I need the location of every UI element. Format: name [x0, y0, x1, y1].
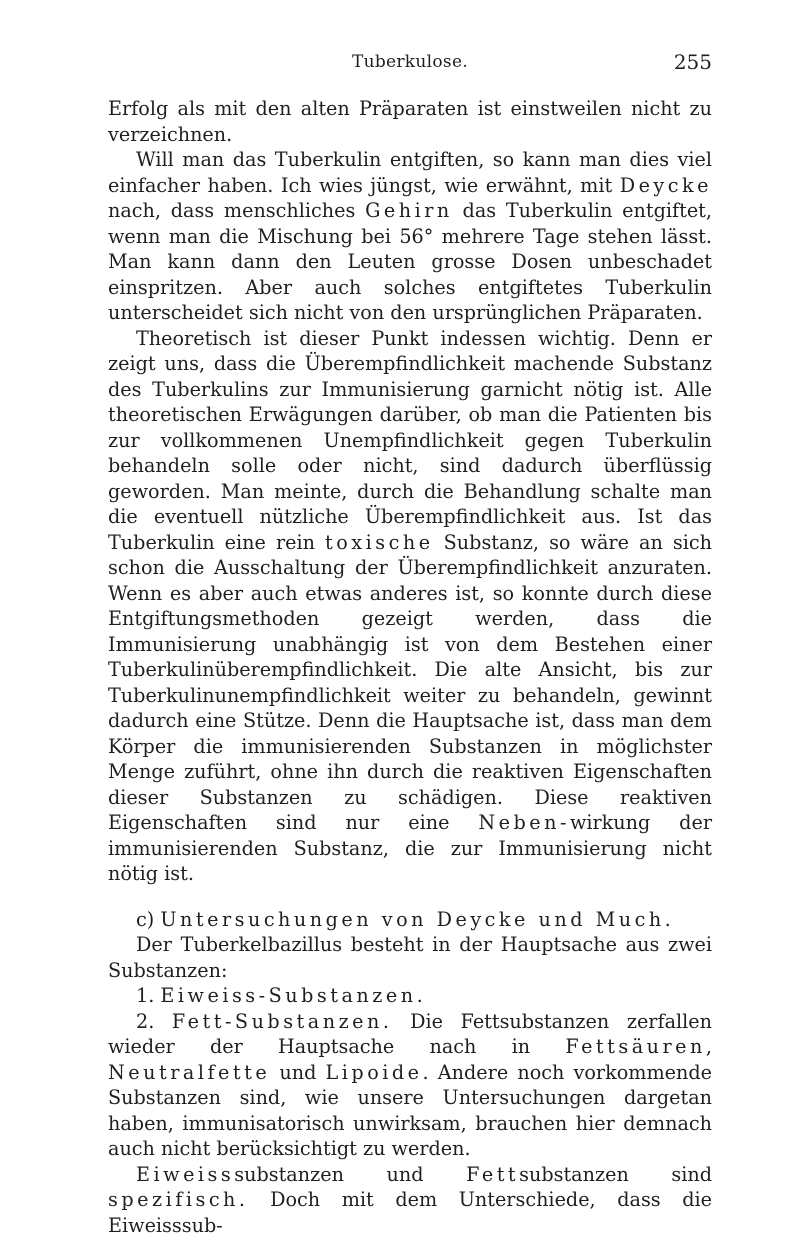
- heading-untersuchungen: Untersuchungen von Deycke und Much.: [160, 907, 675, 931]
- page-number: 255: [673, 50, 712, 74]
- emphasis-eiweiss: Eiweiss: [136, 1162, 235, 1186]
- emphasis-fett: Fett: [466, 1162, 520, 1186]
- paragraph-entgiften: Will man das Tuberkulin entgiften, so kann man dies viel einfacher haben. Ich wies jüngst, wie erwähnt, mit Deycke nach, dass menschliches Gehirn das Tuberkulin entgiftet, wenn man die Mischung bei 56° mehrere Tage stehen lässt. Man kann dann den Leuten grosse Dosen unbeschadet einspritzen. Aber auch solches entgiftetes Tuberkulin unterscheidet sich nicht von den ursprünglichen Präparaten.: [108, 148, 712, 324]
- emphasis-gehirn: Gehirn: [365, 199, 453, 222]
- emphasis-neutralfette: Neutralfette: [108, 1060, 271, 1084]
- page-header: [108, 52, 712, 80]
- list-item-2: 2. Fett-Substanzen. Die Fettsubstanzen zerfallen wieder der Hauptsache nach in Fettsäuren, Neutralfette und Lipoide. Andere noch vorkommende Substanzen sind, wie unsere Untersuchungen dargetan haben, immunisatorisch unwirksam, brauchen hier demnach auch nicht berücksichtigt zu werden.: [108, 1009, 713, 1160]
- emphasis-spezifisch: spezifisch.: [108, 1188, 249, 1211]
- emphasis-deycke: Deycke: [619, 173, 712, 197]
- section-gap: [108, 887, 712, 907]
- emphasis-fettsaeuren: Fettsäuren: [565, 1035, 706, 1058]
- emphasis-lipoide: Lipoide: [325, 1060, 423, 1084]
- emphasis-nebenwirkung: Neben-: [478, 811, 570, 834]
- emphasis-fett-substanzen: Fett-Substanzen.: [171, 1009, 393, 1033]
- paragraph-tuberkelbazillus: Der Tuberkelbazillus besteht in der Hauptsache aus zwei Substanzen:: [108, 933, 712, 982]
- list-item-1: 1. Eiweiss-Substanzen.: [136, 984, 427, 1007]
- paragraph-continuation: Erfolg als mit den alten Präparaten ist einstweilen nicht zu verzeichnen.: [108, 97, 712, 146]
- body-text: [108, 96, 712, 1238]
- emphasis-toxische: toxische: [325, 530, 434, 554]
- paragraph-theoretisch: Theoretisch ist dieser Punkt indessen wichtig. Denn er zeigt uns, dass die Überempfindlichkeit machende Substanz des Tuberkulins zur Immunisierung garnicht nötig ist. Alle theoretischen Erwägungen darüber, ob man die Patienten bis zur vollkommenen Unempfindlichkeit gegen Tuberkulin behandeln solle oder nicht, sind dadurch überflüssig geworden. Man meinte, durch die Behandlung schalte man die eventuell nützliche Überempfindlichkeit aus. Ist das Tuberkulin eine rein toxische Substanz, so wäre an sich schon die Ausschaltung der Überempfindlichkeit anzuraten. Wenn es aber auch etwas anderes ist, so konnte durch diese Entgiftungsmethoden gezeigt werden, dass die Immunisierung unabhängig ist von dem Bestehen einer Tuberkulinüberempfindlichkeit. Die alte Ansicht, bis zur Tuberkulinunempfindlichkeit weiter zu behandeln, gewinnt dadurch eine Stütze. Denn die Hauptsache ist, dass man dem Körper die immunisierenden Substanzen in möglichster Menge zuführt, ohne ihn durch die reaktiven Eigenschaften dieser Substanzen zu schädigen. Diese reaktiven Eigenschaften sind nur eine Neben-wirkung der immunisierenden Substanz, die zur Immunisierung nicht nötig ist.: [108, 326, 712, 885]
- paragraph-spezifisch: Eiweisssubstanzen und Fettsubstanzen sind spezifisch. Doch mit dem Unterschiede, dass die Eiweisssub-: [108, 1162, 713, 1237]
- emphasis-eiweiss-substanzen: Eiweiss-Substanzen.: [160, 984, 427, 1007]
- running-title: Tuberkulose.: [351, 52, 469, 72]
- section-heading-c: c) Untersuchungen von Deycke und Much.: [136, 907, 675, 931]
